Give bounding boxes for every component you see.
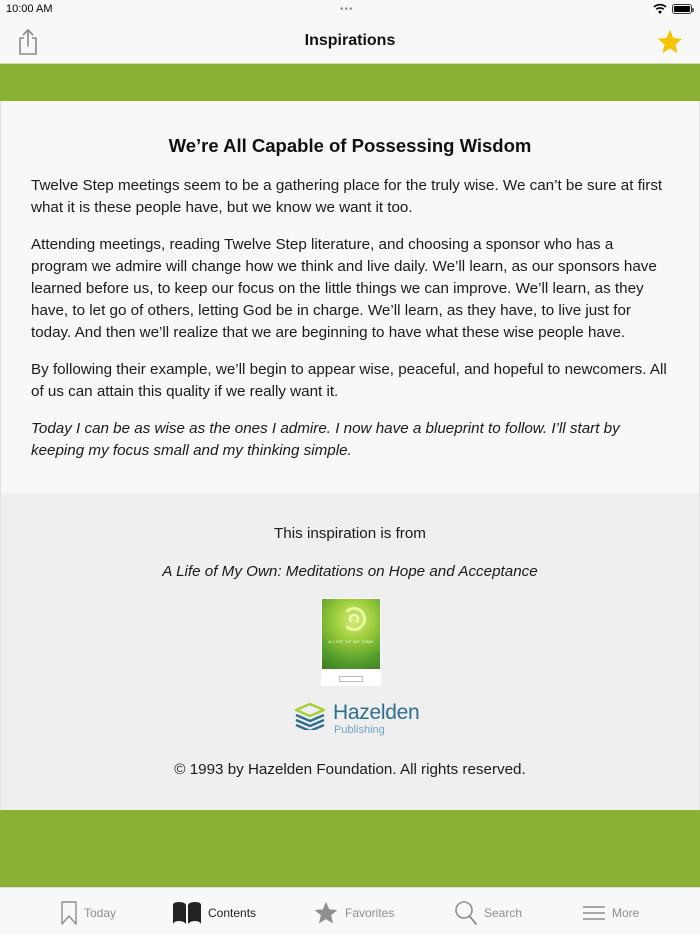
search-icon [454,900,478,926]
article-reflection: Today I can be as wise as the ones I admire. I now have a blueprint to follow. I’ll start by keeping my focus small and my thinking simple. [31,420,620,459]
book-cover-text: A LIFE OF MY OWN [328,639,374,644]
tab-label: Search [484,906,523,920]
source-panel [0,493,700,810]
copyright-notice: © 1993 by Hazelden Foundation. All rights reserved. [174,761,526,778]
page-title: Inspirations [304,32,396,49]
book-cover-image[interactable] [321,598,381,686]
multitasking-indicator[interactable]: ••• [340,4,354,15]
tab-favorites[interactable] [313,900,394,926]
header-accent-band [0,64,700,101]
article-title: We’re All Capable of Possessing Wisdom [168,135,532,156]
footer-accent-band [0,810,700,887]
tab-label: Today [84,906,117,920]
hazelden-logo-icon [293,702,327,730]
star-icon [656,28,684,56]
article-paragraph: By following their example, we’ll begin to appear wise, peaceful, and hopeful to newcomers. All of us can attain this quality if we really want it. [31,361,667,400]
source-book-title: A Life of My Own: Meditations on Hope and Acceptance [162,563,538,580]
battery-icon [672,4,692,14]
tab-label: Favorites [345,906,395,920]
bookmark-icon [60,900,78,926]
wifi-icon [653,3,667,14]
status-bar [0,0,700,20]
article-paragraph: Attending meetings, reading Twelve Step literature, and choosing a sponsor who has a program we admire will change how we think and live daily. We’ll learn, as our sponsors have learned before us, to keep our focus on the little things we can improve. We’ll learn, as they have, to let go of others, letting God be in charge. We’ll learn, as they have, to live just for today. And then we’ll realize that we are beginning to have what these wise people have. [31,236,657,341]
book-icon [172,901,202,925]
book-cover-publisher-badge [339,676,363,682]
tab-more[interactable] [582,900,639,926]
publisher-name: Hazelden [333,701,420,724]
publisher-logo[interactable] [293,700,420,740]
tab-contents[interactable] [172,900,256,926]
inspiration-article [0,101,700,493]
publisher-subtitle: Publishing [334,724,385,736]
book-cover-art [322,599,380,669]
menu-icon [582,905,606,921]
status-icons [653,3,692,14]
navigation-bar [0,20,700,64]
star-icon [313,900,339,926]
tab-bar [0,887,700,934]
tab-label: More [612,906,640,920]
tab-search[interactable] [454,900,522,926]
source-intro: This inspiration is from [274,525,426,542]
tab-today[interactable] [60,900,116,926]
tab-label: Contents [208,906,257,920]
favorite-button[interactable] [656,28,684,56]
article-paragraph: Twelve Step meetings seem to be a gathering place for the truly wise. We can’t be sure at first what it is these people have, but we know we want it too. [31,177,663,216]
status-time: 10:00 AM [6,3,53,15]
